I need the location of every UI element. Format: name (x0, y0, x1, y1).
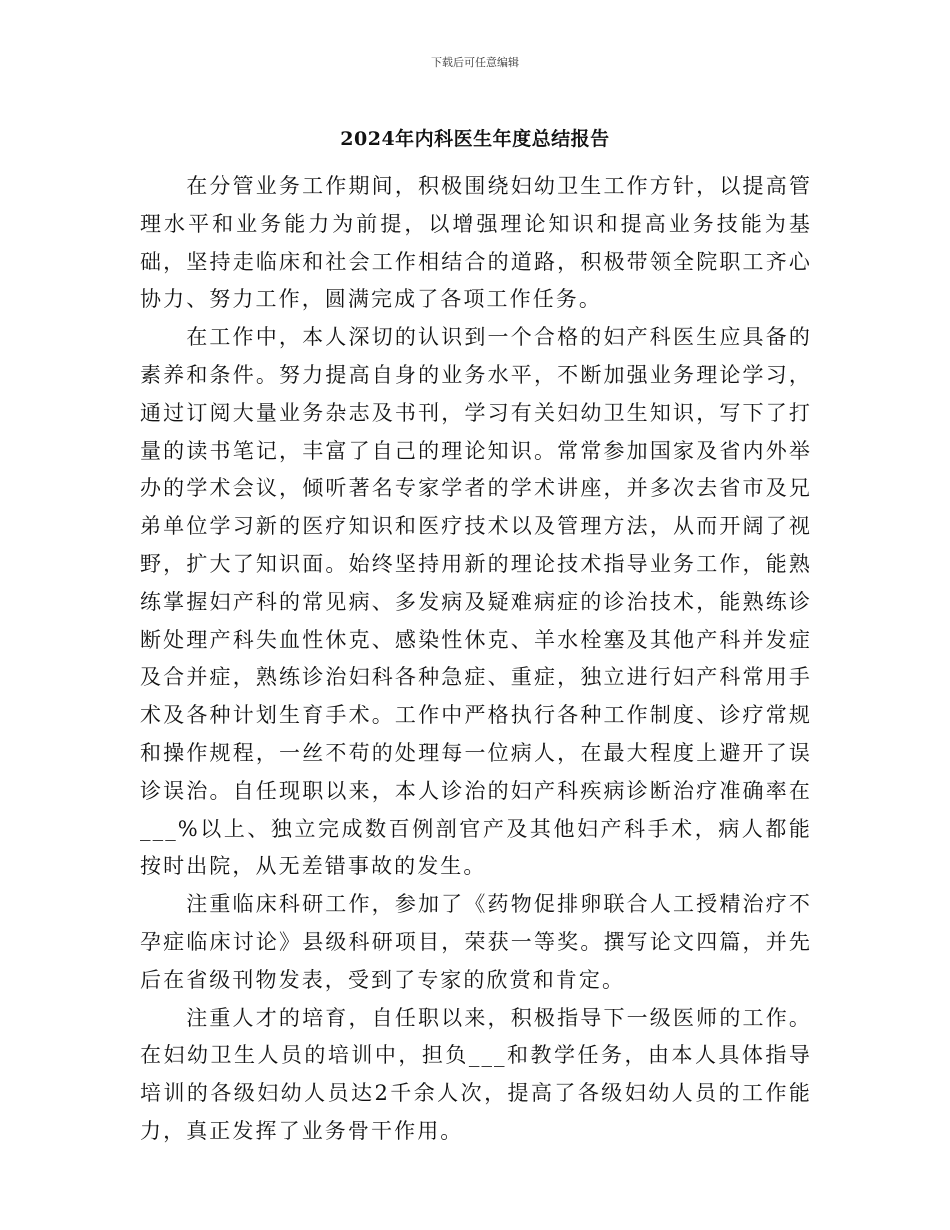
document-body (140, 168, 812, 1151)
paragraph-4: 注重人才的培育，自任职以来，积极指导下一级医师的工作。在妇幼卫生人员的培训中，担负___和教学任务，由本人具体指导培训的各级妇幼人员达2千余人次，提高了各级妇幼人员的工作能力，真正发挥了业务骨干作用。 (140, 1005, 812, 1143)
paragraph-3: 注重临床科研工作，参加了《药物促排卵联合人工授精治疗不孕症临床讨论》县级科研项目，荣获一等奖。撰写论文四篇，并先后在省级刊物发表，受到了专家的欣赏和肯定。 (140, 892, 812, 992)
paragraph-1: 在分管业务工作期间，积极围绕妇幼卫生工作方针，以提高管理水平和业务能力为前提，以增强理论知识和提高业务技能为基础，坚持走临床和社会工作相结合的道路，积极带领全院职工齐心协力、努力工作，圆满完成了各项工作任务。 (140, 174, 812, 312)
paragraph-2: 在工作中，本人深切的认识到一个合格的妇产科医生应具备的素养和条件。努力提高自身的业务水平，不断加强业务理论学习，通过订阅大量业务杂志及书刊，学习有关妇幼卫生知识，写下了打量的读书笔记，丰富了自己的理论知识。常常参加国家及省内外举办的学术会议，倾听著名专家学者的学术讲座，并多次去省市及兄弟单位学习新的医疗知识和医疗技术以及管理方法，从而开阔了视野，扩大了知识面。始终坚持用新的理论技术指导业务工作，能熟练掌握妇产科的常见病、多发病及疑难病症的诊治技术，能熟练诊断处理产科失血性休克、感染性休克、羊水栓塞及其他产科并发症及合并症，熟练诊治妇科各种急症、重症，独立进行妇产科常用手术及各种计划生育手术。工作中严格执行各种工作制度、诊疗常规和操作规程，一丝不苟的处理每一位病人，在最大程度上避开了误诊误治。自任现职以来，本人诊治的妇产科疾病诊断治疗准确率在___%以上、独立完成数百例剖官产及其他妇产科手术，病人都能按时出院，从无差错事故的发生。 (140, 325, 812, 879)
page-header-note: 下载后可任意编辑 (431, 56, 519, 69)
document-title: 2024年内科医生年度总结报告 (340, 128, 610, 150)
